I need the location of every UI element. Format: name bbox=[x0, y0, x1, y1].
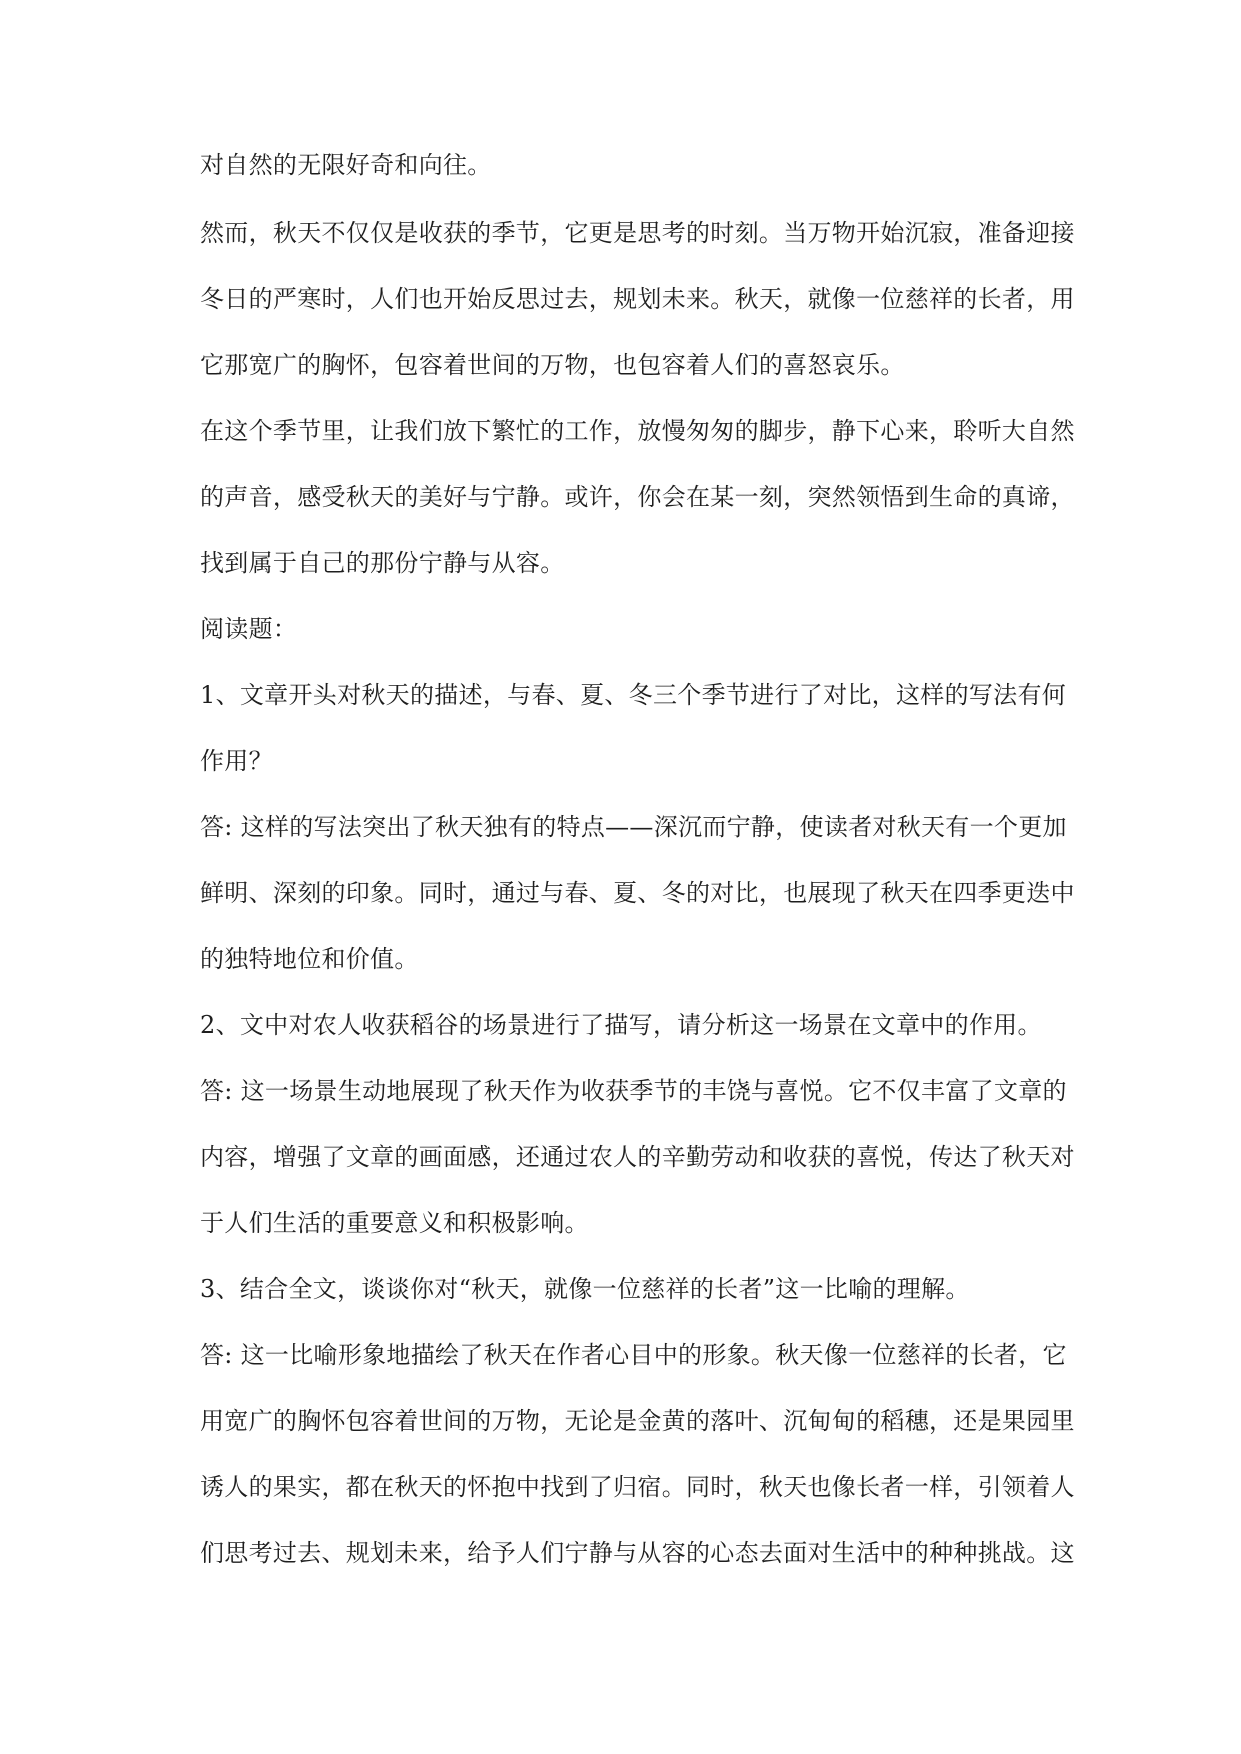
text-line: 的声音，感受秋天的美好与宁静。或许，你会在某一刻，突然领悟到生命的真谛， bbox=[200, 483, 1075, 511]
answer-line: 答: 这一场景生动地展现了秋天作为收获季节的丰饶与喜悦。它不仅丰富了文章的 bbox=[200, 1077, 1067, 1105]
answer-line: 鲜明、深刻的印象。同时，通过与春、夏、冬的对比，也展现了秋天在四季更迭中 bbox=[200, 879, 1075, 907]
answer-line: 诱人的果实，都在秋天的怀抱中找到了归宿。同时，秋天也像长者一样，引领着人 bbox=[200, 1473, 1075, 1501]
answer-line: 内容，增强了文章的画面感，还通过农人的辛勤劳动和收获的喜悦，传达了秋天对 bbox=[200, 1143, 1075, 1171]
question-line: 2、文中对农人收获稻谷的场景进行了描写，请分析这一场景在文章中的作用。 bbox=[200, 1011, 1042, 1039]
answer-line: 于人们生活的重要意义和积极影响。 bbox=[200, 1209, 589, 1237]
text-line: 在这个季节里，让我们放下繁忙的工作，放慢匆匆的脚步，静下心来，聆听大自然 bbox=[200, 417, 1075, 445]
text-line: 冬日的严寒时，人们也开始反思过去，规划未来。秋天，就像一位慈祥的长者，用 bbox=[200, 285, 1075, 313]
question-line: 3、结合全文，谈谈你对“秋天，就像一位慈祥的长者”这一比喻的理解。 bbox=[200, 1275, 970, 1303]
answer-line: 用宽广的胸怀包容着世间的万物，无论是金黄的落叶、沉甸甸的稻穗，还是果园里 bbox=[200, 1407, 1075, 1435]
text-line: 找到属于自己的那份宁静与从容。 bbox=[200, 549, 565, 577]
text-line: 它那宽广的胸怀，包容着世间的万物，也包容着人们的喜怒哀乐。 bbox=[200, 351, 905, 379]
answer-line: 们思考过去、规划未来，给予人们宁静与从容的心态去面对生活中的种种挑战。这 bbox=[200, 1539, 1075, 1567]
question-line: 作用？ bbox=[200, 747, 273, 775]
text-line: 然而，秋天不仅仅是收获的季节，它更是思考的时刻。当万物开始沉寂，准备迎接 bbox=[200, 219, 1075, 247]
answer-line: 的独特地位和价值。 bbox=[200, 945, 419, 973]
text-line: 对自然的无限好奇和向往。 bbox=[200, 151, 492, 179]
question-line: 1、文章开头对秋天的描述，与春、夏、冬三个季节进行了对比，这样的写法有何 bbox=[200, 681, 1067, 709]
answer-line: 答: 这样的写法突出了秋天独有的特点——深沉而宁静，使读者对秋天有一个更加 bbox=[200, 813, 1067, 841]
answer-line: 答: 这一比喻形象地描绘了秋天在作者心目中的形象。秋天像一位慈祥的长者，它 bbox=[200, 1341, 1067, 1369]
section-heading: 阅读题： bbox=[200, 615, 298, 643]
